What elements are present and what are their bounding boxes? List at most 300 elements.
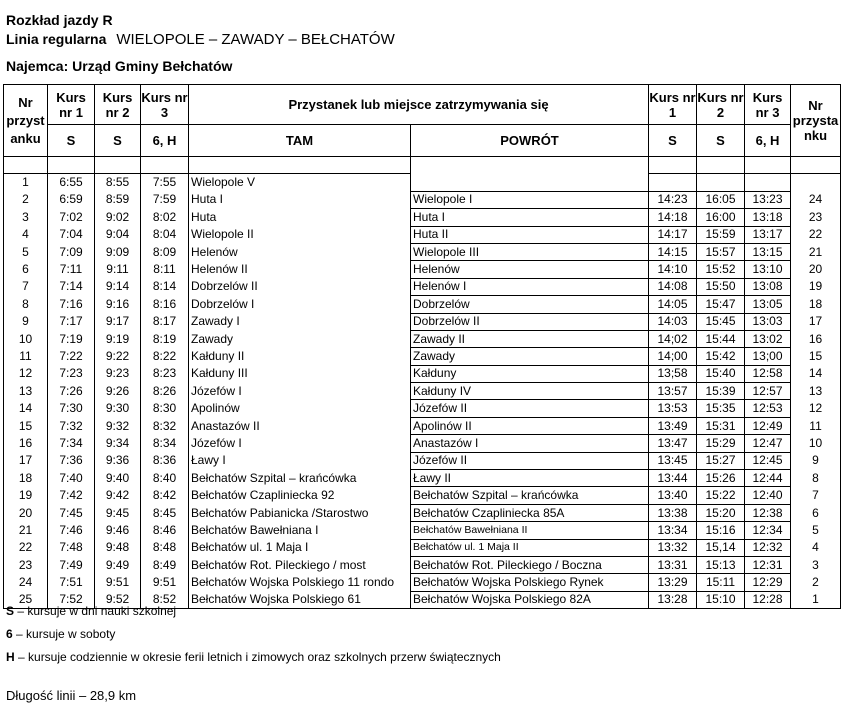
cell-kurs3-return: 13:03 [745,313,791,330]
cell-kurs2-return: 16:00 [697,209,745,226]
cell-kurs1: 7:34 [48,435,95,452]
cell-kurs3-return: 13:23 [745,191,791,208]
cell-kurs1: 7:23 [48,365,95,382]
cell-kurs2: 9:16 [95,296,141,313]
legend-6 [6,627,115,641]
cell-outbound-stop: Helenów [189,243,411,260]
cell-kurs3: 8:09 [141,243,189,260]
table-row [4,522,841,539]
cell-kurs2: 8:59 [95,191,141,208]
cell-outbound-stop: Bełchatów Szpital – krańcówka [189,470,411,487]
cell-kurs2-return: 15:10 [697,591,745,608]
spacer-cell [649,157,697,174]
line-heading [6,31,395,48]
cell-return-stop: Zawady [411,348,649,365]
cell-outbound-stop: Bełchatów Czapliniecka 92 [189,487,411,504]
spacer-cell [95,157,141,174]
cell-kurs2: 9:09 [95,243,141,260]
table-row [4,400,841,417]
cell-kurs3-return: 12:40 [745,487,791,504]
cell-kurs1: 7:52 [48,591,95,608]
spacer-cell [411,157,649,174]
timetable-title: Rozkład jazdy R [6,12,113,28]
cell-outbound-stop: Apolinów [189,400,411,417]
cell-kurs1: 7:48 [48,539,95,556]
cell-stop-nr-return: 22 [791,226,841,243]
spacer-cell [791,157,841,174]
cell-outbound-stop: Józefów I [189,435,411,452]
kurs1-return-days: S [649,125,697,157]
cell-kurs1-return: 14:23 [649,191,697,208]
cell-kurs2: 9:40 [95,470,141,487]
cell-outbound-stop: Kałduny III [189,365,411,382]
cell-kurs2-return: 15:22 [697,487,745,504]
cell-kurs1: 7:30 [48,400,95,417]
cell-kurs1-return: 14:03 [649,313,697,330]
cell-outbound-stop: Anastazów II [189,417,411,434]
legend-h-text: – kursuje codziennie w okresie ferii letnich i zimowych oraz szkolnych przerw świątecznych [14,650,501,664]
cell-outbound-stop: Bełchatów Wojska Polskiego 61 [189,591,411,608]
spacer-cell [48,157,95,174]
cell-kurs1: 7:02 [48,209,95,226]
cell-kurs1: 7:26 [48,383,95,400]
cell-kurs1-return: 13:57 [649,383,697,400]
cell-kurs3-return: 13:02 [745,330,791,347]
cell-outbound-stop: Bełchatów ul. 1 Maja I [189,539,411,556]
cell-kurs2-return: 15,14 [697,539,745,556]
cell-return-stop: Wielopole I [411,191,649,208]
cell-stop-nr: 4 [4,226,48,243]
kurs3-days: 6, H [141,125,189,157]
cell-kurs1: 7:11 [48,261,95,278]
cell-return-stop: Bełchatów Wojska Polskiego 82A [411,591,649,608]
cell-kurs3-return: 13:05 [745,296,791,313]
cell-return-stop: Helenów [411,261,649,278]
cell-return-stop: Dobrzelów [411,296,649,313]
cell-return-stop: Helenów I [411,278,649,295]
cell-return-stop: Bełchatów Rot. Pileckiego / Boczna [411,556,649,573]
cell-outbound-stop: Kałduny II [189,348,411,365]
cell-kurs2: 9:04 [95,226,141,243]
stop-number-return-header: Nr przysta nku [791,85,841,157]
table-row [4,226,841,243]
cell-outbound-stop: Wielopole V [189,174,411,191]
cell-kurs3-return: 12:45 [745,452,791,469]
cell-kurs1: 7:40 [48,470,95,487]
cell-stop-nr: 2 [4,191,48,208]
cell-kurs3: 8:22 [141,348,189,365]
cell-kurs2-return: 15:45 [697,313,745,330]
cell-kurs2-return: 15:16 [697,522,745,539]
cell-kurs1: 7:49 [48,556,95,573]
cell-stop-nr-return: 4 [791,539,841,556]
cell-kurs3-return: 12:38 [745,504,791,521]
table-row [4,487,841,504]
cell-kurs2: 9:19 [95,330,141,347]
cell-return-stop: Anastazów I [411,435,649,452]
spacer-cell [189,157,411,174]
cell-stop-nr: 11 [4,348,48,365]
cell-kurs1: 7:17 [48,313,95,330]
cell-kurs3: 8:48 [141,539,189,556]
cell-return-stop: Zawady II [411,330,649,347]
cell-stop-nr: 5 [4,243,48,260]
cell-stop-nr: 22 [4,539,48,556]
operator-label: Najemca: Urząd Gminy Bełchatów [6,58,233,74]
cell-return-stop: Bełchatów Bawełniana II [411,522,649,539]
spacer-cell [697,157,745,174]
cell-kurs3: 8:34 [141,435,189,452]
cell-kurs2: 9:02 [95,209,141,226]
table-row [4,539,841,556]
cell-kurs1-return: 14:18 [649,209,697,226]
cell-kurs1: 7:09 [48,243,95,260]
cell-kurs2: 9:11 [95,261,141,278]
cell-outbound-stop: Zawady [189,330,411,347]
table-row [4,261,841,278]
cell-kurs1-return: 13:53 [649,400,697,417]
cell-outbound-stop: Helenów II [189,261,411,278]
cell-kurs3-return: 12:31 [745,556,791,573]
cell-stop-nr-return: 16 [791,330,841,347]
cell-kurs2-return [697,174,745,191]
cell-kurs1-return: 14:05 [649,296,697,313]
timetable [3,84,841,609]
cell-stop-nr-return: 13 [791,383,841,400]
cell-kurs3: 8:32 [141,417,189,434]
cell-kurs3-return: 13:08 [745,278,791,295]
cell-stop-nr-return: 24 [791,191,841,208]
cell-kurs1-return: 13:44 [649,470,697,487]
cell-kurs2: 8:55 [95,174,141,191]
cell-kurs3: 8:46 [141,522,189,539]
cell-kurs2: 9:52 [95,591,141,608]
kurs2-days: S [95,125,141,157]
cell-kurs2-return: 15:20 [697,504,745,521]
cell-kurs3-return: 12:57 [745,383,791,400]
table-row [4,348,841,365]
cell-kurs2: 9:46 [95,522,141,539]
table-row [4,209,841,226]
cell-stop-nr: 21 [4,522,48,539]
cell-kurs3: 8:16 [141,296,189,313]
cell-kurs2-return: 15:11 [697,574,745,591]
cell-stop-nr-return: 9 [791,452,841,469]
spacer-cell [141,157,189,174]
cell-stop-nr-return: 11 [791,417,841,434]
cell-return-stop: Apolinów II [411,417,649,434]
cell-kurs3-return: 12:32 [745,539,791,556]
cell-kurs3: 8:52 [141,591,189,608]
table-row [4,174,841,191]
cell-kurs2: 9:34 [95,435,141,452]
line-label: Linia regularna [6,31,107,47]
table-row [4,243,841,260]
cell-kurs1: 7:19 [48,330,95,347]
cell-stop-nr-return: 19 [791,278,841,295]
cell-kurs1: 7:22 [48,348,95,365]
cell-return-stop: Bełchatów Czapliniecka 85A [411,504,649,521]
cell-kurs3: 7:59 [141,191,189,208]
cell-stop-nr-return: 5 [791,522,841,539]
cell-kurs2-return: 15:52 [697,261,745,278]
cell-stop-nr-return: 12 [791,400,841,417]
cell-kurs2: 9:26 [95,383,141,400]
cell-kurs2-return: 15:39 [697,383,745,400]
cell-kurs3: 8:30 [141,400,189,417]
cell-return-stop: Bełchatów ul. 1 Maja II [411,539,649,556]
cell-kurs3-return: 13;00 [745,348,791,365]
cell-stop-nr-return: 8 [791,470,841,487]
cell-kurs2-return: 15:26 [697,470,745,487]
spacer-cell [745,157,791,174]
cell-return-stop: Bełchatów Wojska Polskiego Rynek [411,574,649,591]
return-header: POWRÓT [411,125,649,157]
cell-kurs2-return: 15:13 [697,556,745,573]
cell-kurs2: 9:45 [95,504,141,521]
cell-kurs1: 7:16 [48,296,95,313]
cell-stop-nr: 1 [4,174,48,191]
kurs3-header: Kurs nr 3 [141,85,189,125]
cell-kurs1-return: 13:47 [649,435,697,452]
table-row [4,556,841,573]
cell-kurs1: 7:45 [48,504,95,521]
table-row [4,383,841,400]
table-row [4,435,841,452]
cell-kurs1: 7:51 [48,574,95,591]
kurs2-return-days: S [697,125,745,157]
cell-return-stop: Bełchatów Szpital – krańcówka [411,487,649,504]
cell-stop-nr: 14 [4,400,48,417]
cell-stop-nr: 18 [4,470,48,487]
cell-kurs1: 7:04 [48,226,95,243]
cell-kurs2: 9:14 [95,278,141,295]
cell-kurs1-return: 13:32 [649,539,697,556]
cell-kurs3: 8:49 [141,556,189,573]
cell-stop-nr: 10 [4,330,48,347]
cell-outbound-stop: Huta I [189,191,411,208]
cell-kurs3-return: 12:49 [745,417,791,434]
cell-return-stop: Józefów II [411,400,649,417]
timetable-body [4,157,841,609]
cell-kurs3: 8:02 [141,209,189,226]
table-row [4,191,841,208]
cell-stop-nr: 12 [4,365,48,382]
cell-kurs1: 7:32 [48,417,95,434]
stop-number-header: Nr przyst anku [4,85,48,157]
kurs2-header: Kurs nr 2 [95,85,141,125]
cell-stop-nr-return: 2 [791,574,841,591]
cell-stop-nr: 20 [4,504,48,521]
cell-stop-nr: 24 [4,574,48,591]
cell-kurs2-return: 15:47 [697,296,745,313]
cell-kurs2-return: 15:59 [697,226,745,243]
cell-stop-nr: 23 [4,556,48,573]
cell-kurs3: 8:36 [141,452,189,469]
cell-kurs3-return: 12:44 [745,470,791,487]
outbound-header: TAM [189,125,411,157]
cell-outbound-stop: Dobrzelów I [189,296,411,313]
cell-stop-nr: 25 [4,591,48,608]
cell-outbound-stop: Dobrzelów II [189,278,411,295]
cell-kurs1-return: 13:45 [649,452,697,469]
cell-kurs2: 9:23 [95,365,141,382]
cell-kurs3-return: 12:58 [745,365,791,382]
table-row [4,296,841,313]
cell-outbound-stop: Huta [189,209,411,226]
cell-kurs2: 9:36 [95,452,141,469]
legend-s [6,604,176,618]
line-length: Długość linii – 28,9 km [6,688,137,703]
cell-kurs1: 7:36 [48,452,95,469]
cell-kurs2: 9:30 [95,400,141,417]
cell-outbound-stop: Ławy I [189,452,411,469]
cell-outbound-stop: Bełchatów Bawełniana I [189,522,411,539]
cell-kurs3: 9:51 [141,574,189,591]
cell-kurs3-return: 13:15 [745,243,791,260]
cell-stop-nr: 6 [4,261,48,278]
cell-kurs1: 6:59 [48,191,95,208]
cell-stop-nr: 19 [4,487,48,504]
cell-kurs1-return: 13;58 [649,365,697,382]
table-row [4,504,841,521]
cell-kurs2-return: 15:35 [697,400,745,417]
table-row [4,278,841,295]
cell-kurs1-return: 13:31 [649,556,697,573]
cell-outbound-stop: Bełchatów Pabianicka /Starostwo [189,504,411,521]
cell-stop-nr: 8 [4,296,48,313]
stops-header: Przystanek lub miejsce zatrzymywania się [189,85,649,125]
cell-kurs3: 8:14 [141,278,189,295]
cell-outbound-stop: Zawady I [189,313,411,330]
cell-kurs1-return: 14:15 [649,243,697,260]
cell-kurs3: 8:42 [141,487,189,504]
cell-kurs3-return: 12:53 [745,400,791,417]
cell-kurs2: 9:51 [95,574,141,591]
cell-kurs3: 8:04 [141,226,189,243]
cell-kurs1-return [649,174,697,191]
cell-kurs1-return: 14:10 [649,261,697,278]
legend-s-key: S [6,604,15,618]
cell-kurs3-return [745,174,791,191]
cell-kurs2: 9:22 [95,348,141,365]
cell-kurs3-return: 12:34 [745,522,791,539]
cell-kurs1-return: 13:38 [649,504,697,521]
cell-kurs1-return: 13:40 [649,487,697,504]
legend-h-key: H [6,650,15,664]
cell-kurs1-return: 13:29 [649,574,697,591]
cell-kurs3: 8:11 [141,261,189,278]
cell-stop-nr-return: 15 [791,348,841,365]
spacer-cell [4,157,48,174]
kurs1-return-header: Kurs nr 1 [649,85,697,125]
spacer-row [4,157,841,174]
table-row [4,417,841,434]
kurs2-return-header: Kurs nr 2 [697,85,745,125]
cell-return-stop: Kałduny IV [411,383,649,400]
cell-kurs3-return: 13:18 [745,209,791,226]
cell-kurs2-return: 15:27 [697,452,745,469]
cell-stop-nr-return: 18 [791,296,841,313]
cell-stop-nr-return: 23 [791,209,841,226]
cell-stop-nr: 17 [4,452,48,469]
cell-return-stop: Huta II [411,226,649,243]
table-row [4,365,841,382]
kurs1-days: S [48,125,95,157]
cell-kurs3: 8:26 [141,383,189,400]
cell-stop-nr: 13 [4,383,48,400]
table-row [4,452,841,469]
cell-return-stop: Józefów II [411,452,649,469]
legend-6-text: – kursuje w soboty [12,627,116,641]
cell-kurs1-return: 13:34 [649,522,697,539]
cell-kurs1-return: 14;02 [649,330,697,347]
cell-kurs2-return: 15:31 [697,417,745,434]
cell-stop-nr: 16 [4,435,48,452]
cell-kurs3: 8:45 [141,504,189,521]
table-row [4,470,841,487]
cell-kurs1-return: 14:08 [649,278,697,295]
kurs3-return-days: 6, H [745,125,791,157]
legend-6-key: 6 [6,627,13,641]
cell-kurs2: 9:32 [95,417,141,434]
cell-kurs2-return: 15:40 [697,365,745,382]
cell-kurs3: 8:40 [141,470,189,487]
cell-stop-nr-return: 3 [791,556,841,573]
cell-kurs1: 7:42 [48,487,95,504]
cell-kurs2: 9:42 [95,487,141,504]
cell-stop-nr-return: 10 [791,435,841,452]
cell-stop-nr-return: 14 [791,365,841,382]
cell-kurs1: 6:55 [48,174,95,191]
cell-outbound-stop: Bełchatów Rot. Pileckiego / most [189,556,411,573]
cell-kurs2-return: 15:50 [697,278,745,295]
table-row [4,330,841,347]
kurs3-return-header: Kurs nr 3 [745,85,791,125]
cell-kurs3-return: 13:10 [745,261,791,278]
cell-stop-nr: 15 [4,417,48,434]
cell-stop-nr: 9 [4,313,48,330]
cell-kurs1: 7:46 [48,522,95,539]
cell-kurs2: 9:49 [95,556,141,573]
cell-kurs3: 8:23 [141,365,189,382]
cell-kurs1: 7:14 [48,278,95,295]
cell-stop-nr: 7 [4,278,48,295]
cell-kurs1-return: 13:49 [649,417,697,434]
cell-return-stop: Dobrzelów II [411,313,649,330]
cell-return-stop: Ławy II [411,470,649,487]
cell-stop-nr-return: 21 [791,243,841,260]
legend-h [6,650,501,664]
cell-kurs1-return: 13:28 [649,591,697,608]
cell-kurs3-return: 12:47 [745,435,791,452]
cell-kurs3: 7:55 [141,174,189,191]
cell-kurs2-return: 16:05 [697,191,745,208]
legend-s-text: – kursuje w dni nauki szkolnej [14,604,177,618]
cell-kurs2: 9:48 [95,539,141,556]
cell-return-stop: Wielopole III [411,243,649,260]
route-name: WIELOPOLE – ZAWADY – BEŁCHATÓW [116,31,395,48]
cell-kurs2-return: 15:42 [697,348,745,365]
cell-return-stop: Kałduny [411,365,649,382]
table-row [4,313,841,330]
table-row [4,574,841,591]
cell-kurs1-return: 14;00 [649,348,697,365]
cell-kurs3: 8:19 [141,330,189,347]
cell-kurs3-return: 12:28 [745,591,791,608]
cell-return-stop [411,174,649,191]
cell-stop-nr-return [791,174,841,191]
